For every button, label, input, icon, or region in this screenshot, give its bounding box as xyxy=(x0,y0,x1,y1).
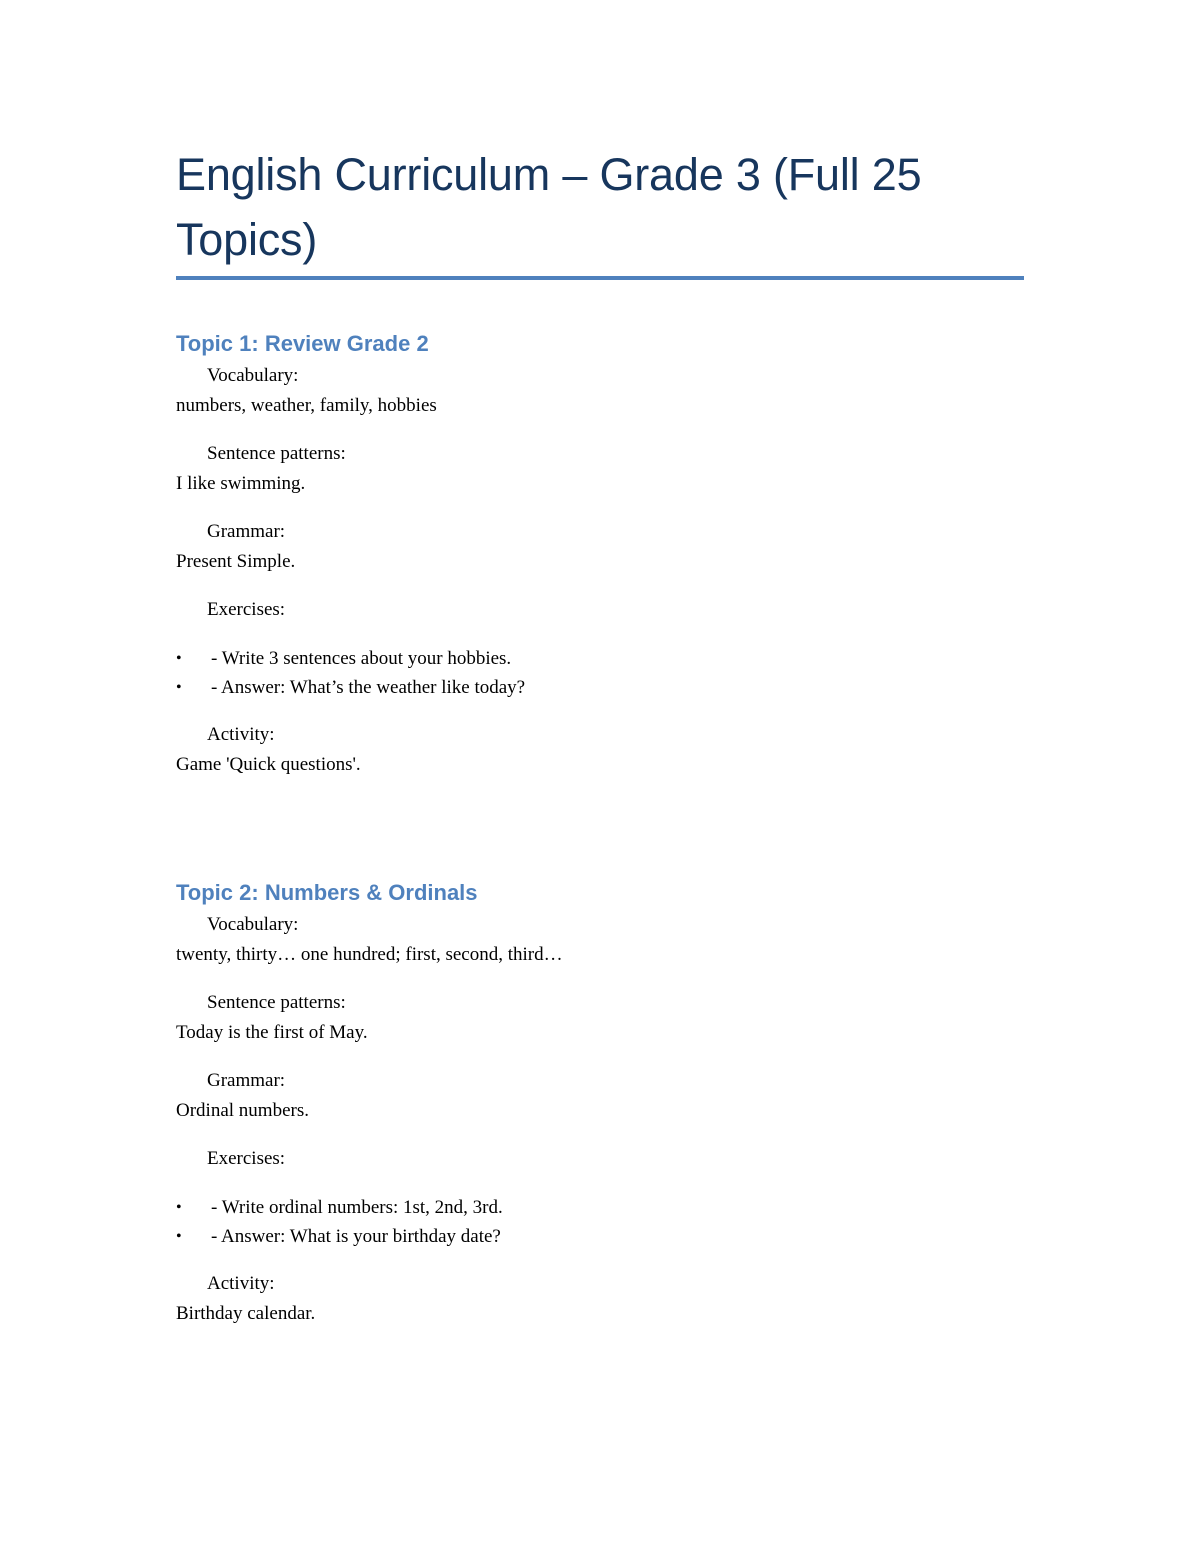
exercise-text: - Write 3 sentences about your hobbies. xyxy=(211,648,512,669)
vocabulary-label: Vocabulary: xyxy=(207,365,299,386)
sentence-patterns-label: Sentence patterns: xyxy=(207,443,346,464)
activity-value: Birthday calendar. xyxy=(176,1303,316,1324)
sentence-patterns-field xyxy=(176,988,1024,1048)
exercise-item xyxy=(176,1222,1024,1251)
bullet-icon: • xyxy=(176,650,182,667)
sentence-patterns-value: I like swimming. xyxy=(176,473,306,494)
topic-heading: Topic 2: Numbers & Ordinals xyxy=(176,880,478,905)
sentence-patterns-value: Today is the first of May. xyxy=(176,1022,368,1043)
grammar-value: Ordinal numbers. xyxy=(176,1100,309,1121)
exercises-label: Exercises: xyxy=(207,1148,286,1169)
exercise-text: - Write ordinal numbers: 1st, 2nd, 3rd. xyxy=(211,1197,503,1218)
vocabulary-field xyxy=(176,361,1024,421)
exercise-text: - Answer: What is your birthday date? xyxy=(211,1226,501,1247)
exercise-text: - Answer: What’s the weather like today? xyxy=(211,677,526,698)
activity-label: Activity: xyxy=(207,724,275,745)
grammar-label: Grammar: xyxy=(207,521,286,542)
topic-section xyxy=(176,878,1024,1329)
exercise-item xyxy=(176,1193,1024,1222)
bullet-icon: • xyxy=(176,1199,182,1216)
title-divider xyxy=(176,276,1024,280)
exercise-list xyxy=(176,644,1024,702)
vocabulary-value: numbers, weather, family, hobbies xyxy=(176,395,437,416)
sentence-patterns-field xyxy=(176,439,1024,499)
exercise-item xyxy=(176,644,1024,673)
grammar-field xyxy=(176,517,1024,577)
document-title: English Curriculum – Grade 3 (Full 25 Topics) xyxy=(176,149,922,265)
exercises-label: Exercises: xyxy=(207,599,286,620)
grammar-value: Present Simple. xyxy=(176,551,296,572)
vocabulary-value: twenty, thirty… one hundred; first, second, third… xyxy=(176,944,563,965)
exercises-field xyxy=(176,595,1024,702)
document-page xyxy=(176,142,1024,1329)
grammar-label: Grammar: xyxy=(207,1070,286,1091)
vocabulary-label: Vocabulary: xyxy=(207,914,299,935)
topic-heading: Topic 1: Review Grade 2 xyxy=(176,331,429,356)
exercises-field xyxy=(176,1144,1024,1251)
vocabulary-field xyxy=(176,910,1024,970)
exercise-list xyxy=(176,1193,1024,1251)
sentence-patterns-label: Sentence patterns: xyxy=(207,992,346,1013)
activity-label: Activity: xyxy=(207,1273,275,1294)
bullet-icon: • xyxy=(176,679,182,696)
topic-section xyxy=(176,329,1024,780)
activity-field xyxy=(176,1269,1024,1329)
exercise-item xyxy=(176,673,1024,702)
grammar-field xyxy=(176,1066,1024,1126)
activity-field xyxy=(176,720,1024,780)
activity-value: Game 'Quick questions'. xyxy=(176,754,361,775)
bullet-icon: • xyxy=(176,1228,182,1245)
